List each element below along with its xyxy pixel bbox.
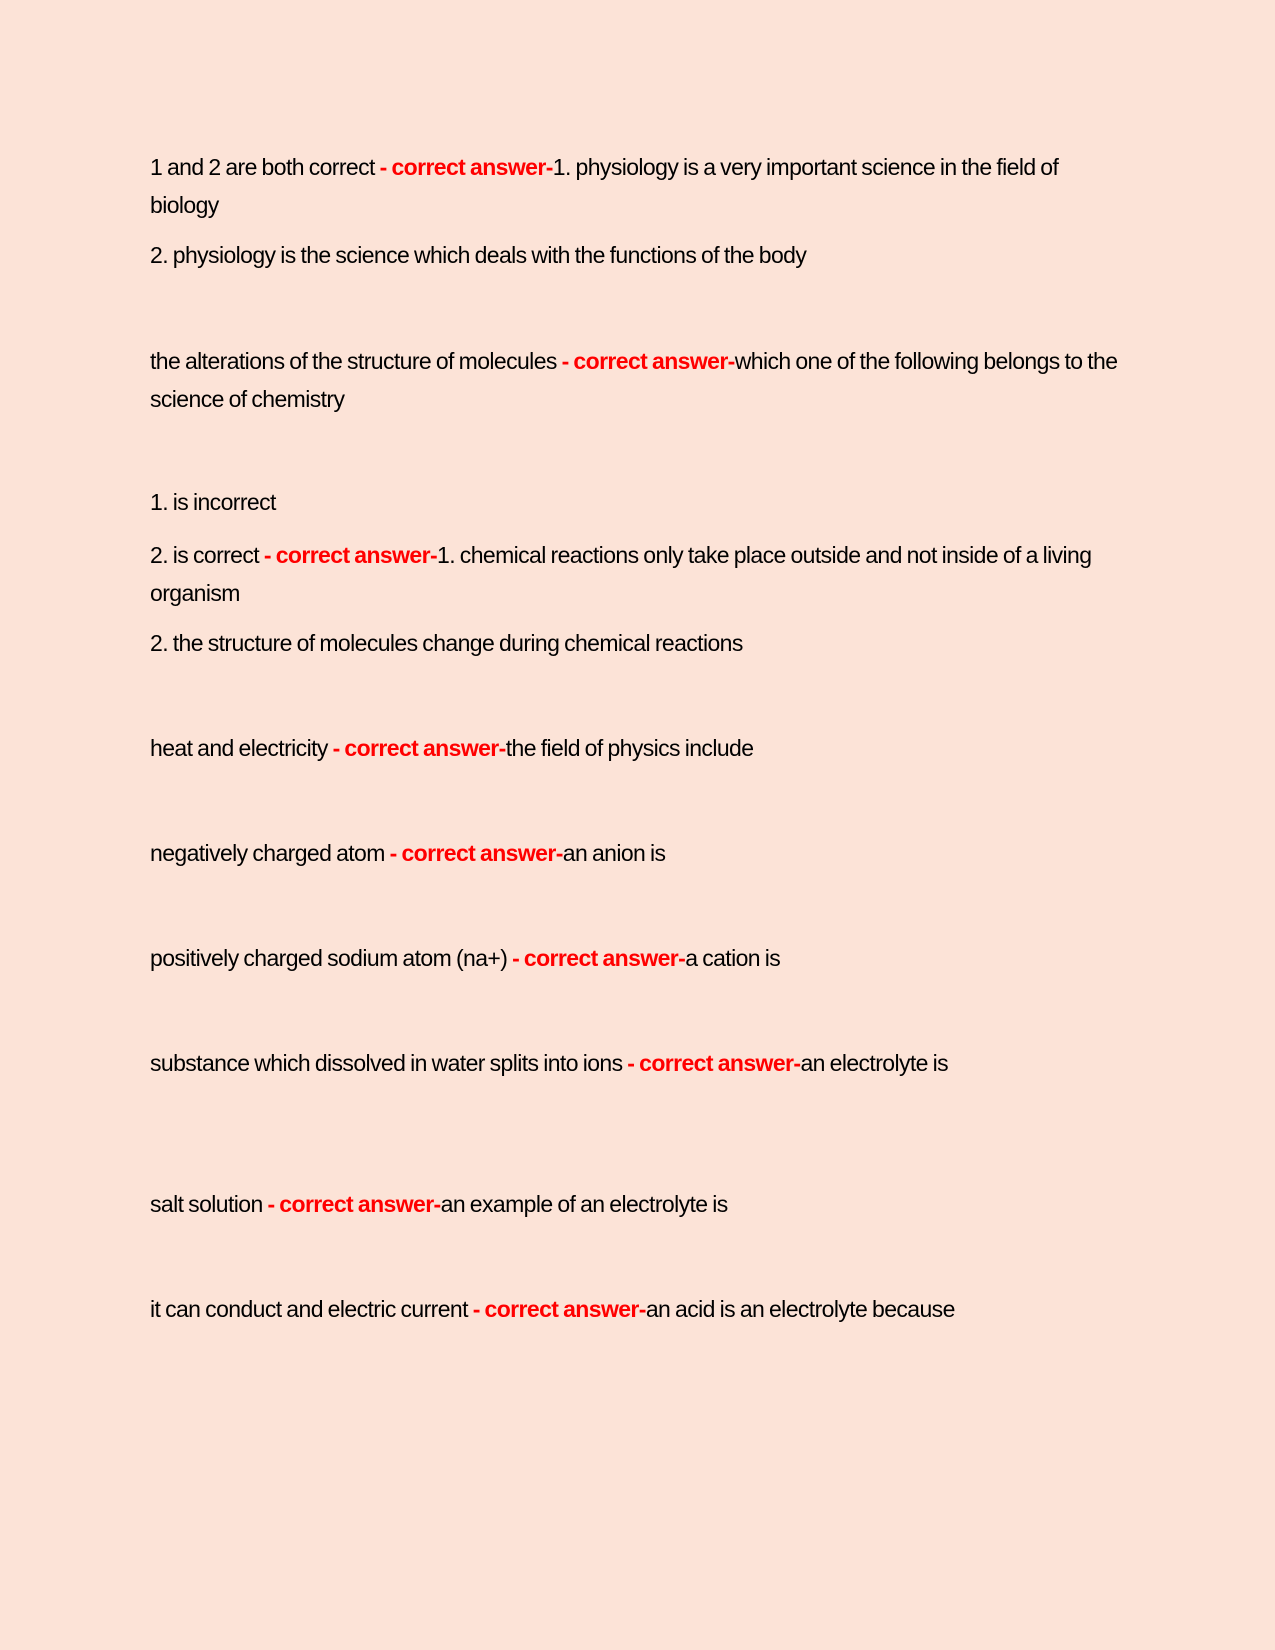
correct-answer-label: - correct answer- <box>622 1050 801 1076</box>
qa-item <box>150 1290 955 1328</box>
qa-item <box>150 1185 728 1223</box>
correct-answer-label: - correct answer- <box>259 542 438 568</box>
answer-text: it can conduct and electric current <box>150 1296 468 1322</box>
answer-text: 2. is correct <box>150 542 260 568</box>
qa-item <box>150 1044 948 1082</box>
qa-pre-line: 1. is incorrect <box>150 489 276 515</box>
question-text: which one of the following belongs to the science of chemistry <box>150 348 1118 412</box>
correct-answer-label: - correct answer- <box>262 1191 441 1217</box>
question-text: a cation is <box>685 945 781 971</box>
correct-answer-label: - correct answer- <box>384 840 563 866</box>
answer-text: substance which dissolved in water splits into ions <box>150 1050 623 1076</box>
question-text: an electrolyte is <box>800 1050 949 1076</box>
answer-text: salt solution <box>150 1191 263 1217</box>
answer-text: the alterations of the structure of molecules <box>150 348 557 374</box>
question-text: 1. chemical reactions only take place outside and not inside of a living organism <box>150 542 1092 606</box>
answer-text: positively charged sodium atom (na+) <box>150 945 508 971</box>
question-text: the field of physics include <box>505 735 754 761</box>
correct-answer-label: - correct answer- <box>327 735 506 761</box>
qa-item <box>150 536 1130 612</box>
qa-item <box>150 729 753 767</box>
qa-item <box>150 342 1130 418</box>
correct-answer-label: - correct answer- <box>374 154 553 180</box>
qa-item <box>150 939 780 977</box>
question-text: an example of an electrolyte is <box>440 1191 728 1217</box>
correct-answer-label: - correct answer- <box>556 348 735 374</box>
question-text: an acid is an electrolyte because <box>645 1296 955 1322</box>
correct-answer-label: - correct answer- <box>507 945 686 971</box>
qa-extra-line: 2. physiology is the science which deals with the functions of the body <box>150 242 807 268</box>
answer-text: heat and electricity <box>150 735 328 761</box>
answer-text: negatively charged atom <box>150 840 385 866</box>
question-text: 1. physiology is a very important science in the field of biology <box>150 154 1059 218</box>
answer-text: 1 and 2 are both correct <box>150 154 375 180</box>
qa-item <box>150 148 1130 224</box>
qa-extra-line: 2. the structure of molecules change during chemical reactions <box>150 630 743 656</box>
correct-answer-label: - correct answer- <box>467 1296 646 1322</box>
qa-item <box>150 834 665 872</box>
question-text: an anion is <box>562 840 666 866</box>
